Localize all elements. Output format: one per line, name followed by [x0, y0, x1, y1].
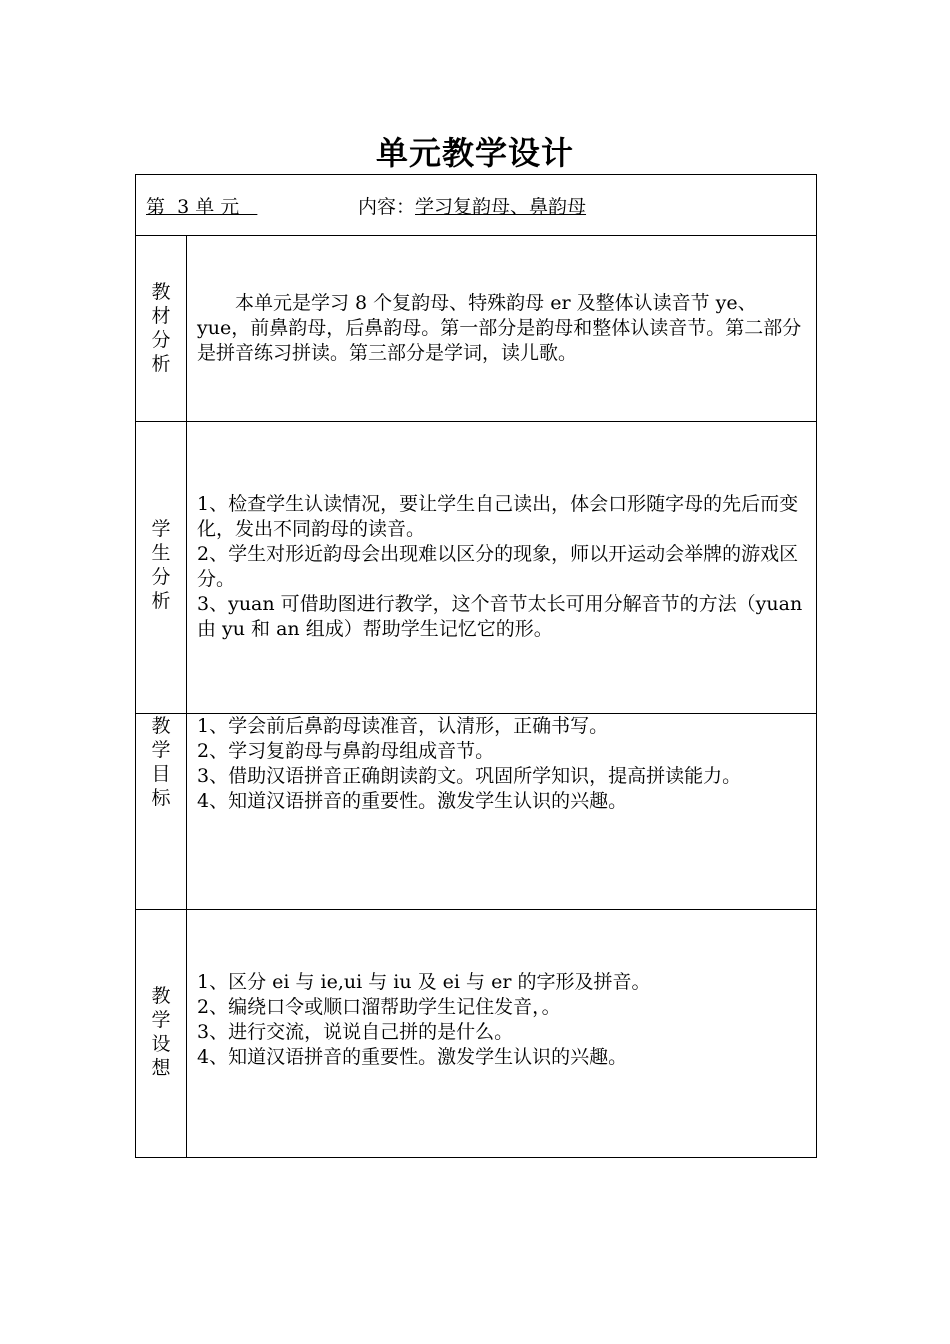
section-label-student-analysis — [136, 422, 187, 714]
list-item: 4、知道汉语拼音的重要性。激发学生认识的兴趣。 — [197, 790, 628, 812]
section-label-char: 教 — [151, 985, 171, 1007]
section-label-char: 分 — [151, 329, 171, 351]
section-row-teaching-ideas — [136, 910, 817, 1158]
section-label-char: 析 — [151, 590, 171, 612]
section-label-char: 学 — [151, 1009, 171, 1031]
section-label-char: 设 — [151, 1033, 171, 1055]
section-body-textbook-analysis — [187, 236, 817, 422]
section-label-char: 想 — [151, 1057, 171, 1079]
list-item: 1、区分 ei 与 ie,ui 与 iu 及 ei 与 er 的字形及拼音。 — [197, 971, 651, 993]
lesson-plan-table — [135, 174, 817, 1158]
list-item: 4、知道汉语拼音的重要性。激发学生认识的兴趣。 — [197, 1046, 628, 1068]
section-label-teaching-ideas — [136, 910, 187, 1158]
header-cell — [136, 175, 817, 236]
unit-number: 第 3 单 元 — [146, 195, 258, 218]
list-item: 1、检查学生认读情况，要让学生自己读出，体会口形随字母的先后而变化，发出不同韵母的读音。 — [197, 493, 799, 540]
section-label-char: 学 — [151, 518, 171, 540]
section-label-char: 材 — [151, 305, 171, 327]
list-item: 3、进行交流，说说自己拼的是什么。 — [197, 1021, 514, 1043]
paragraph: 本单元是学习 8 个复韵母、特殊韵母 er 及整体认读音节 ye、yue，前鼻韵母，后鼻韵母。第一部分是韵母和整体认读音节。第二部分是拼音练习拼读。第三部分是学词，读儿歌。 — [197, 292, 802, 364]
section-body-student-analysis — [187, 422, 817, 714]
list-item: 3、yuan 可借助图进行教学，这个音节太长可用分解音节的方法（yuan 由 yu 和 an 组成）帮助学生记忆它的形。 — [197, 593, 803, 640]
section-label-char: 教 — [151, 715, 171, 737]
document-title: 单元教学设计 — [375, 134, 574, 172]
section-label-textbook-analysis — [136, 236, 187, 422]
section-label-char: 析 — [151, 353, 171, 375]
section-row-student-analysis — [136, 422, 817, 714]
section-label-char: 分 — [151, 566, 171, 588]
content-label: 内容： — [358, 195, 416, 218]
section-label-teaching-goals — [136, 714, 187, 910]
list-item: 2、编绕口令或顺口溜帮助学生记住发音，。 — [197, 996, 561, 1018]
content-value: 学习复韵母、鼻韵母 — [415, 195, 587, 218]
section-row-textbook-analysis — [136, 236, 817, 422]
section-body-teaching-goals — [187, 714, 817, 910]
section-label-char: 学 — [151, 739, 171, 761]
list-item: 3、借助汉语拼音正确朗读韵文。巩固所学知识，提高拼读能力。 — [197, 765, 742, 787]
section-label-char: 生 — [151, 542, 171, 564]
section-label-char: 目 — [151, 763, 171, 785]
list-item: 1、学会前后鼻韵母读准音，认清形，正确书写。 — [197, 715, 609, 737]
section-row-teaching-goals — [136, 714, 817, 910]
section-label-char: 标 — [151, 787, 171, 809]
header-row — [136, 175, 817, 236]
section-label-char: 教 — [151, 281, 171, 303]
section-body-teaching-ideas — [187, 910, 817, 1158]
list-item: 2、学生对形近韵母会出现难以区分的现象，师以开运动会举牌的游戏区分。 — [197, 543, 799, 590]
list-item: 2、学习复韵母与鼻韵母组成音节。 — [197, 740, 495, 762]
